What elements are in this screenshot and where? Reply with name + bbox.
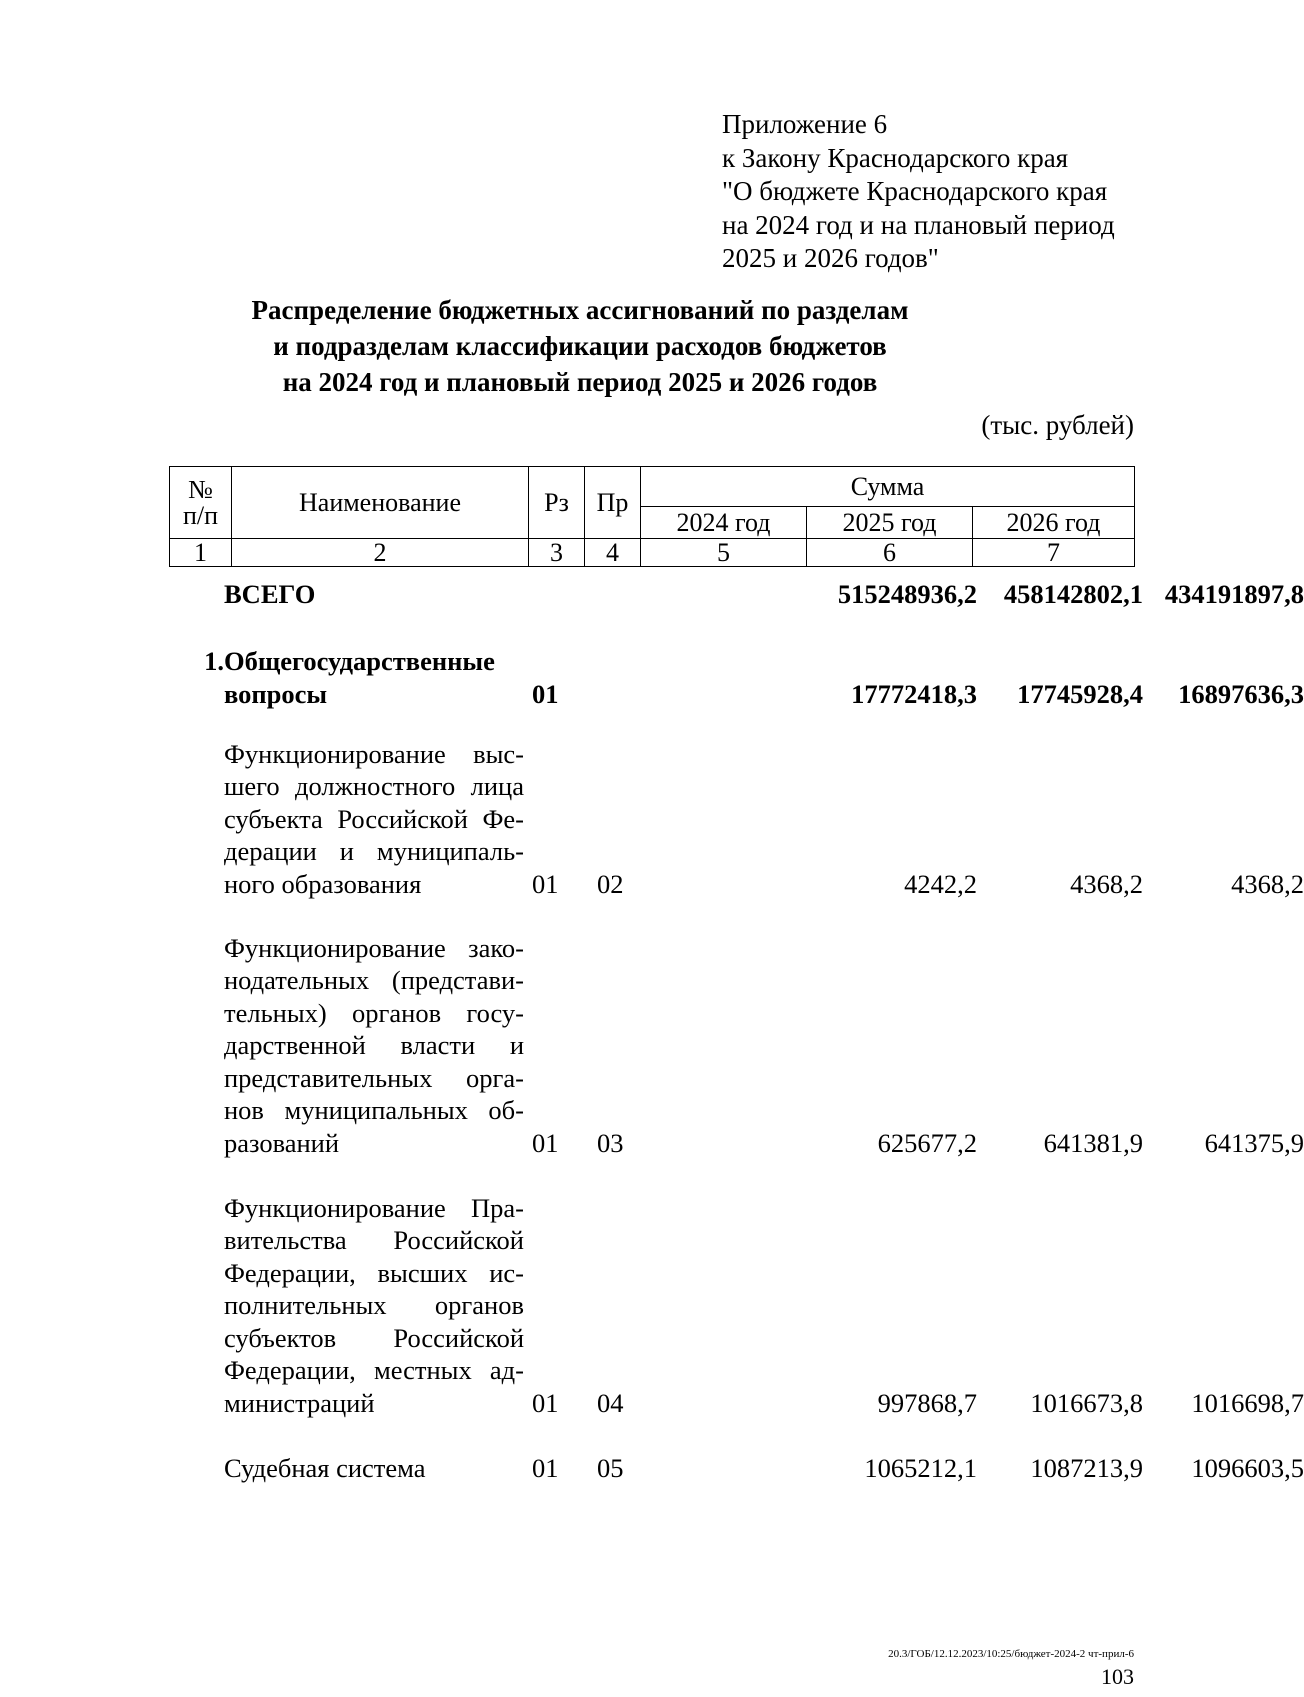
row-name [224,645,524,710]
units-label: (тыс. рублей) [981,410,1134,440]
appendix-line: 2025 и 2026 годов" [722,243,939,273]
row-name-line: ного образования [224,868,422,899]
table-header [169,466,1135,567]
row-name-line: Функционирование Пра- [224,1192,524,1223]
row-value-2024: 4242,2 [904,869,977,899]
header-rz: Рз [529,467,585,539]
row-name-line: дарственной власти и [224,1030,524,1060]
title-line: на 2024 год и плановый период 2025 и 2026 годов [282,367,878,397]
row-name-line: Функционирование зако- [224,932,524,963]
row-pr: 05 [597,1453,624,1483]
row-name-line: вопросы [224,678,328,709]
appendix-line: на 2024 год и на плановый период [722,209,1115,240]
title-line: и подразделам классификации расходов бюджетов [273,331,887,361]
col-number: 2 [232,539,529,567]
header-year-2024: 2024 год [641,507,807,539]
row-name-line: тельных) органов госу- [224,997,524,1028]
row-pr: 03 [597,1128,624,1158]
row-rz: 01 [532,1453,559,1483]
row-name-line: разований [224,1127,340,1158]
document-title [140,292,1020,400]
row-pr: 04 [597,1388,624,1418]
header-year-2025: 2025 год [807,507,973,539]
row-name [224,1192,524,1420]
row-value-2025: 1016673,8 [1030,1388,1143,1418]
row-name [224,738,524,901]
row-value-2026: 434191897,8 [1164,579,1304,609]
row-value-2026: 4368,2 [1231,869,1304,899]
appendix-header [722,108,1182,276]
row-value-2024: 17772418,3 [851,679,977,709]
row-value-2026: 16897636,3 [1178,679,1304,709]
row-name-line: субъектов Российской [224,1322,524,1353]
title-line: Распределение бюджетных ассигнований по разделам [251,295,909,325]
table-row [169,1448,1304,1484]
row-name-line: министраций [224,1387,375,1418]
page-number: 103 [1101,1664,1134,1689]
row-value-2026: 641375,9 [1204,1128,1304,1158]
row-value-2024: 515248936,2 [837,579,977,609]
col-number: 1 [170,539,232,567]
row-value-2026: 1016698,7 [1191,1388,1304,1418]
row-name-line: нов муниципальных об- [224,1095,524,1125]
col-number: 6 [807,539,973,567]
row-value-2025: 17745928,4 [1017,679,1143,709]
col-number: 3 [529,539,585,567]
col-number: 5 [641,539,807,567]
header-name: Наименование [232,467,529,539]
table-row-section [169,645,1304,710]
row-value-2024: 997868,7 [877,1388,977,1418]
table-row [169,1190,1304,1419]
row-value-2025: 458142802,1 [1003,579,1143,609]
row-num: 1. [204,646,224,676]
row-name-line: Общегосударственные [224,646,495,676]
row-name-line: полнительных органов [224,1290,524,1320]
row-name-line: Функционирование выс- [224,738,524,769]
col-number: 4 [585,539,641,567]
row-value-2025: 1087213,9 [1030,1453,1143,1483]
appendix-line: Приложение 6 [722,109,888,139]
header-num: № п/п [170,467,232,539]
row-value-2024: 1065212,1 [864,1453,977,1483]
row-pr: 02 [597,869,624,899]
row-name: ВСЕГО [224,579,316,609]
row-rz: 01 [532,1128,559,1158]
row-value-2025: 641381,9 [1043,1128,1143,1158]
row-value-2025: 4368,2 [1070,869,1143,899]
row-name-line: субъекта Российской Фе- [224,803,524,834]
header-sum: Сумма [641,467,1135,507]
row-name-line: нодательных (представи- [224,965,524,995]
row-name-line: представительных орга- [224,1062,524,1093]
footer-document-code: 20.3/ГОБ/12.12.2023/10:25/бюджет-2024-2 чт-прил-6 [888,1648,1134,1660]
row-name [224,932,524,1160]
row-name-line: вительства Российской [224,1225,524,1255]
row-name: Судебная система [224,1453,426,1483]
table-row-total [169,579,1304,610]
row-name-line: Федерации, высших ис- [224,1257,524,1288]
row-name-line: дерации и муниципаль- [224,836,524,866]
table-row [169,930,1304,1159]
row-name-line: Федерации, местных ад- [224,1355,524,1385]
row-value-2026: 1096603,5 [1191,1453,1304,1483]
row-rz: 01 [532,679,559,709]
header-pr: Пр [585,467,641,539]
col-number: 7 [973,539,1135,567]
row-name-line: шего должностного лица [224,771,524,801]
row-rz: 01 [532,1388,559,1418]
row-value-2024: 625677,2 [877,1128,977,1158]
appendix-line: к Закону Краснодарского края [722,142,1069,173]
table-row [169,737,1304,900]
appendix-line: "О бюджете Краснодарского края [722,176,1108,206]
row-rz: 01 [532,869,559,899]
header-year-2026: 2026 год [973,507,1135,539]
